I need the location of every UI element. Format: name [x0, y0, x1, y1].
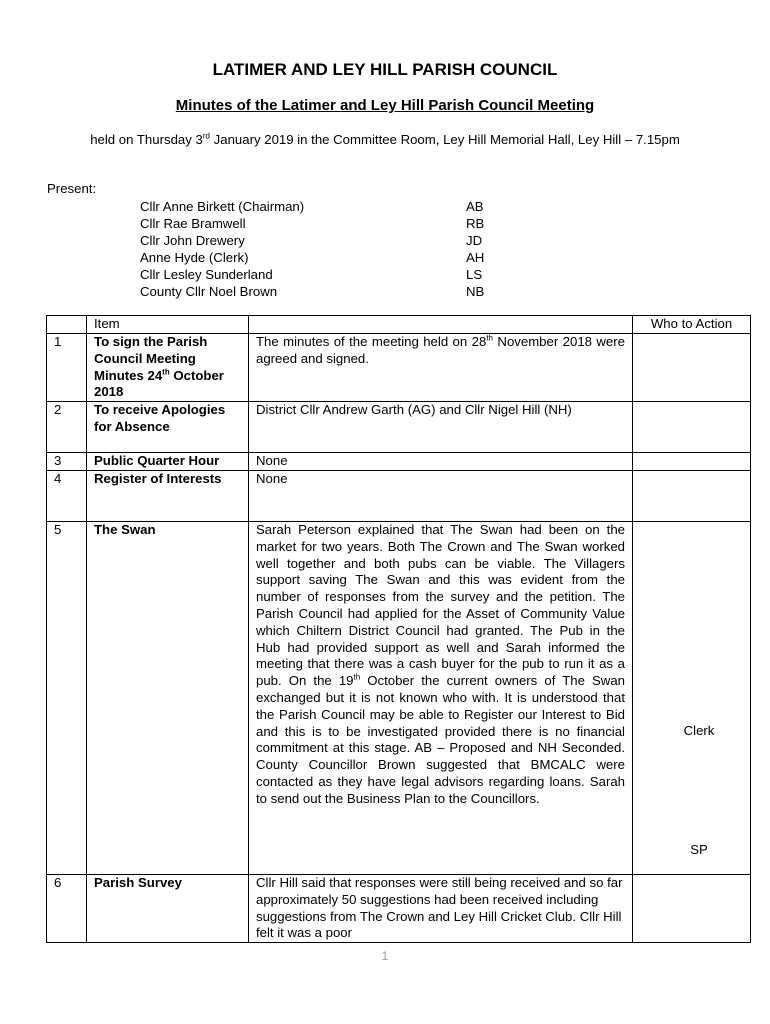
row-number: 5	[47, 521, 87, 874]
present-initials: AB	[466, 199, 484, 214]
row-item-text-rest: October 2018	[94, 367, 224, 400]
present-entry	[140, 249, 560, 266]
table-row	[47, 334, 751, 402]
row-description-text: Sarah Peterson explained that The Swan had been on the market for two years. Both The Crown and The Swan worked well together and both pubs can be viable. The Villagers support saving The Swan and this was evident from the number of responses from the survey and the petition. The Parish Council had applied for the Asset of Community Value which Chiltern District Council had granted. The Pub in the Hub had provided support as well and Sarah informed the meeting that there was a cash buyer for the pub to run it as a pub. On the 19	[256, 521, 625, 689]
present-name: County Cllr Noel Brown	[140, 284, 278, 299]
present-name: Anne Hyde (Clerk)	[140, 250, 249, 265]
present-entry	[140, 198, 560, 215]
row-description-text-rest: November 2018 were agreed and signed.	[256, 334, 625, 366]
header-num-cell	[47, 316, 87, 334]
row-item: Parish Survey	[87, 874, 249, 942]
row-number: 6	[47, 874, 87, 942]
present-name: Cllr Lesley Sunderland	[140, 267, 273, 282]
action-owner: Clerk	[683, 722, 715, 738]
meeting-details-text-rest: January 2019 in the Committee Room, Ley Hill Memorial Hall, Ley Hill – 7.15pm	[209, 132, 680, 147]
row-number: 1	[47, 334, 87, 402]
row-who	[633, 334, 751, 402]
row-who	[633, 521, 751, 874]
row-description: District Cllr Andrew Garth (AG) and Cllr Nigel Hill (NH)	[249, 402, 633, 453]
row-number: 4	[47, 470, 87, 521]
present-initials: LS	[466, 267, 483, 282]
meeting-details-ordinal: rd	[202, 131, 210, 141]
present-entry	[140, 283, 560, 300]
row-description-ordinal: th	[353, 672, 361, 682]
table-row	[47, 453, 751, 471]
meeting-details-text: held on Thursday 3	[90, 132, 203, 147]
present-name: Cllr John Drewery	[140, 233, 245, 248]
present-name: Cllr Anne Birkett (Chairman)	[140, 199, 305, 214]
present-name: Cllr Rae Bramwell	[140, 216, 246, 231]
present-initials: AH	[466, 250, 485, 265]
row-description-text-rest: October the current owners of The Swan exchanged but it is not known who with. It is understood that the Parish Council may be able to Register our Interest to Bid and this is to be investigated provided there is no financial commitment at this stage. AB – Proposed and NH Seconded. County Councillor Brown suggested that BMCALC were contacted as they have legal advisors regarding loans. Sarah to send out the Business Plan to the Councillors.	[256, 673, 625, 806]
row-number: 3	[47, 453, 87, 471]
table-row	[47, 874, 751, 942]
present-initials: NB	[466, 284, 485, 299]
table-row	[47, 521, 751, 874]
present-initials: JD	[466, 233, 483, 248]
row-item-text: To sign the Parish Council Meeting Minutes 24	[94, 334, 208, 383]
header-item-cell: Item	[87, 316, 249, 334]
row-description	[249, 521, 633, 874]
row-number: 2	[47, 402, 87, 453]
row-item-ordinal: th	[162, 367, 170, 377]
present-label: Present:	[47, 181, 97, 196]
row-description-ordinal: th	[486, 333, 493, 343]
row-description: None	[249, 453, 633, 471]
row-description-text: The minutes of the meeting held on 28	[256, 334, 487, 349]
row-who	[633, 470, 751, 521]
present-entry	[140, 232, 560, 249]
meeting-details	[40, 131, 730, 148]
row-item: The Swan	[87, 521, 249, 874]
row-who	[633, 453, 751, 471]
row-who	[633, 874, 751, 942]
table-header-row	[47, 316, 751, 334]
table-row	[47, 470, 751, 521]
row-who	[633, 402, 751, 453]
row-item: Public Quarter Hour	[87, 453, 249, 471]
table-row	[47, 402, 751, 453]
row-description: Cllr Hill said that responses were still being received and so far approximately 50 suggestions had been received including suggestions from The Crown and Ley Hill Cricket Club. Cllr Hill felt it was a poor	[249, 874, 633, 942]
present-list	[140, 198, 560, 300]
row-description	[249, 334, 633, 402]
header-who-cell: Who to Action	[633, 316, 751, 334]
document-subtitle: Minutes of the Latimer and Ley Hill Parish Council Meeting	[175, 97, 595, 114]
row-description: None	[249, 470, 633, 521]
action-owner: SP	[690, 841, 708, 857]
present-entry	[140, 215, 560, 232]
page-number: 1	[381, 949, 389, 963]
header-desc-cell	[249, 316, 633, 334]
row-item: To receive Apologies for Absence	[87, 402, 249, 453]
present-initials: RB	[466, 216, 485, 231]
document-title: LATIMER AND LEY HILL PARISH COUNCIL	[212, 60, 558, 79]
present-entry	[140, 266, 560, 283]
row-item: Register of Interests	[87, 470, 249, 521]
row-item	[87, 334, 249, 402]
minutes-table	[46, 315, 751, 943]
